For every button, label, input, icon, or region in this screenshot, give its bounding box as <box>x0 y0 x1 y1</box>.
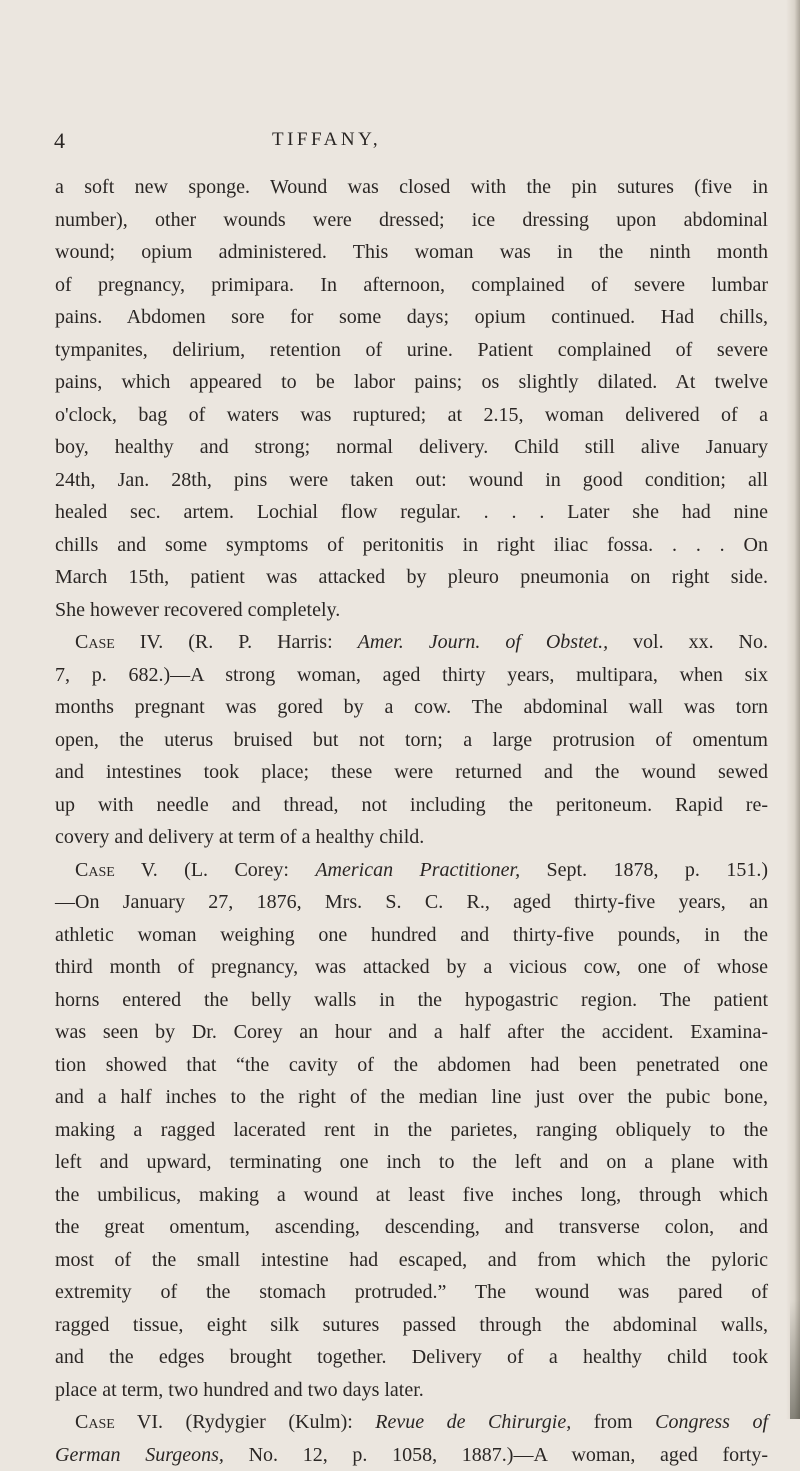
text-line <box>55 1439 768 1471</box>
text-line <box>55 464 768 497</box>
journal-title: Amer. Journ. of Obstet., <box>358 631 608 653</box>
text-line <box>55 431 768 464</box>
page-edge-shadow <box>790 1300 800 1419</box>
text-line <box>55 691 768 724</box>
text-span: Sept. 1878, p. 151.) <box>520 859 768 881</box>
text-line <box>55 269 768 302</box>
text-span: o'clock, bag of waters was ruptured; at 2.15, woman delivered of a <box>55 404 768 426</box>
journal-title: Congress of <box>655 1411 768 1433</box>
text-span: the umbilicus, making a wound at least five inches long, through which <box>55 1184 768 1206</box>
text-line <box>55 1341 768 1374</box>
text-span: covery and delivery at term of a healthy child. <box>55 826 424 848</box>
text-span: healed sec. artem. Lochial flow regular. . . . Later she had nine <box>55 501 768 523</box>
text-span: months pregnant was gored by a cow. The abdominal wall was torn <box>55 696 768 718</box>
text-span: wound; opium administered. This woman was in the ninth month <box>55 241 768 263</box>
text-line <box>55 789 768 822</box>
text-span: horns entered the belly walls in the hypogastric region. The patient <box>55 989 768 1011</box>
body-text <box>55 171 768 1471</box>
text-line <box>55 1276 768 1309</box>
text-line <box>55 1244 768 1277</box>
text-line <box>55 204 768 237</box>
text-line <box>55 951 768 984</box>
text-span: 7, p. 682.)—A strong woman, aged thirty years, multipara, when six <box>55 664 768 686</box>
text-line <box>55 724 768 757</box>
text-span: was seen by Dr. Corey an hour and a half after the accident. Examina- <box>55 1021 768 1043</box>
text-line <box>55 984 768 1017</box>
text-line <box>55 399 768 432</box>
text-span: (L. Corey: <box>158 859 316 881</box>
text-span: of pregnancy, primipara. In afternoon, complained of severe lumbar <box>55 274 768 296</box>
text-span: (R. P. Harris: <box>163 631 357 653</box>
text-span: vol. xx. No. <box>608 631 768 653</box>
text-line <box>55 1374 768 1407</box>
text-span: making a ragged lacerated rent in the parietes, ranging obliquely to the <box>55 1119 768 1141</box>
text-line <box>55 659 768 692</box>
text-line <box>55 919 768 952</box>
text-span: open, the uterus bruised but not torn; a large protrusion of omentum <box>55 729 768 751</box>
text-line <box>55 1309 768 1342</box>
text-line <box>55 236 768 269</box>
text-span: tympanites, delirium, retention of urine. Patient complained of severe <box>55 339 768 361</box>
text-span: third month of pregnancy, was attacked by a vicious cow, one of whose <box>55 956 768 978</box>
text-line <box>55 334 768 367</box>
text-line <box>55 1146 768 1179</box>
text-line <box>55 1049 768 1082</box>
text-line <box>55 561 768 594</box>
case-heading-line <box>55 854 768 887</box>
text-span: up with needle and thread, not including the peritoneum. Rapid re- <box>55 794 768 816</box>
page-edge <box>786 0 800 1419</box>
journal-title: German Surgeons, <box>55 1444 224 1466</box>
case-heading-line <box>55 626 768 659</box>
text-line <box>55 496 768 529</box>
text-span: and the edges brought together. Delivery of a healthy child took <box>55 1346 768 1368</box>
text-line <box>55 1016 768 1049</box>
text-span: the great omentum, ascending, descending, and transverse colon, and <box>55 1216 768 1238</box>
case-heading-line <box>55 1406 768 1439</box>
journal-title: Revue de Chirurgie, <box>375 1411 571 1433</box>
text-line <box>55 301 768 334</box>
text-line <box>55 171 768 204</box>
page-header <box>54 128 794 158</box>
case-label: Case V. <box>75 859 158 881</box>
text-line <box>55 529 768 562</box>
text-line <box>55 821 768 854</box>
text-span: 24th, Jan. 28th, pins were taken out: wound in good condition; all <box>55 469 768 491</box>
text-line <box>55 366 768 399</box>
text-span: No. 12, p. 1058, 1887.)—A woman, aged forty- <box>224 1444 768 1466</box>
text-span: (Rydygier (Kulm): <box>163 1411 375 1433</box>
text-span: boy, healthy and strong; normal delivery. Child still alive January <box>55 436 768 458</box>
journal-title: American Practitioner, <box>315 859 520 881</box>
text-span: pains. Abdomen sore for some days; opium continued. Had chills, <box>55 306 768 328</box>
text-span: chills and some symptoms of peritonitis in right iliac fossa. . . . On <box>55 534 768 556</box>
text-span: athletic woman weighing one hundred and thirty-five pounds, in the <box>55 924 768 946</box>
text-line <box>55 594 768 627</box>
text-line <box>55 1114 768 1147</box>
text-span: ragged tissue, eight silk sutures passed through the abdominal walls, <box>55 1314 768 1336</box>
text-span: pains, which appeared to be labor pains; os slightly dilated. At twelve <box>55 371 768 393</box>
text-span: —On January 27, 1876, Mrs. S. C. R., aged thirty-five years, an <box>55 891 768 913</box>
text-line <box>55 1081 768 1114</box>
text-span: and intestines took place; these were returned and the wound sewed <box>55 761 768 783</box>
text-span: place at term, two hundred and two days later. <box>55 1379 424 1401</box>
text-span: She however recovered completely. <box>55 599 340 621</box>
text-line <box>55 1179 768 1212</box>
text-span: number), other wounds were dressed; ice dressing upon abdominal <box>55 209 768 231</box>
running-head: TIFFANY, <box>272 129 381 151</box>
text-span: left and upward, terminating one inch to the left and on a plane with <box>55 1151 768 1173</box>
text-line <box>55 1211 768 1244</box>
text-span: extremity of the stomach protruded.” The wound was pared of <box>55 1281 768 1303</box>
case-label: Case VI. <box>75 1411 163 1433</box>
text-span: from <box>571 1411 655 1433</box>
text-line <box>55 886 768 919</box>
page-number: 4 <box>54 128 66 154</box>
text-span: a soft new sponge. Wound was closed with the pin sutures (five in <box>55 176 768 198</box>
text-span: and a half inches to the right of the median line just over the pubic bone, <box>55 1086 768 1108</box>
text-span: most of the small intestine had escaped, and from which the pyloric <box>55 1249 768 1271</box>
text-span: March 15th, patient was attacked by pleuro pneumonia on right side. <box>55 566 768 588</box>
case-label: Case IV. <box>75 631 163 653</box>
text-line <box>55 756 768 789</box>
text-span: tion showed that “the cavity of the abdomen had been penetrated one <box>55 1054 768 1076</box>
